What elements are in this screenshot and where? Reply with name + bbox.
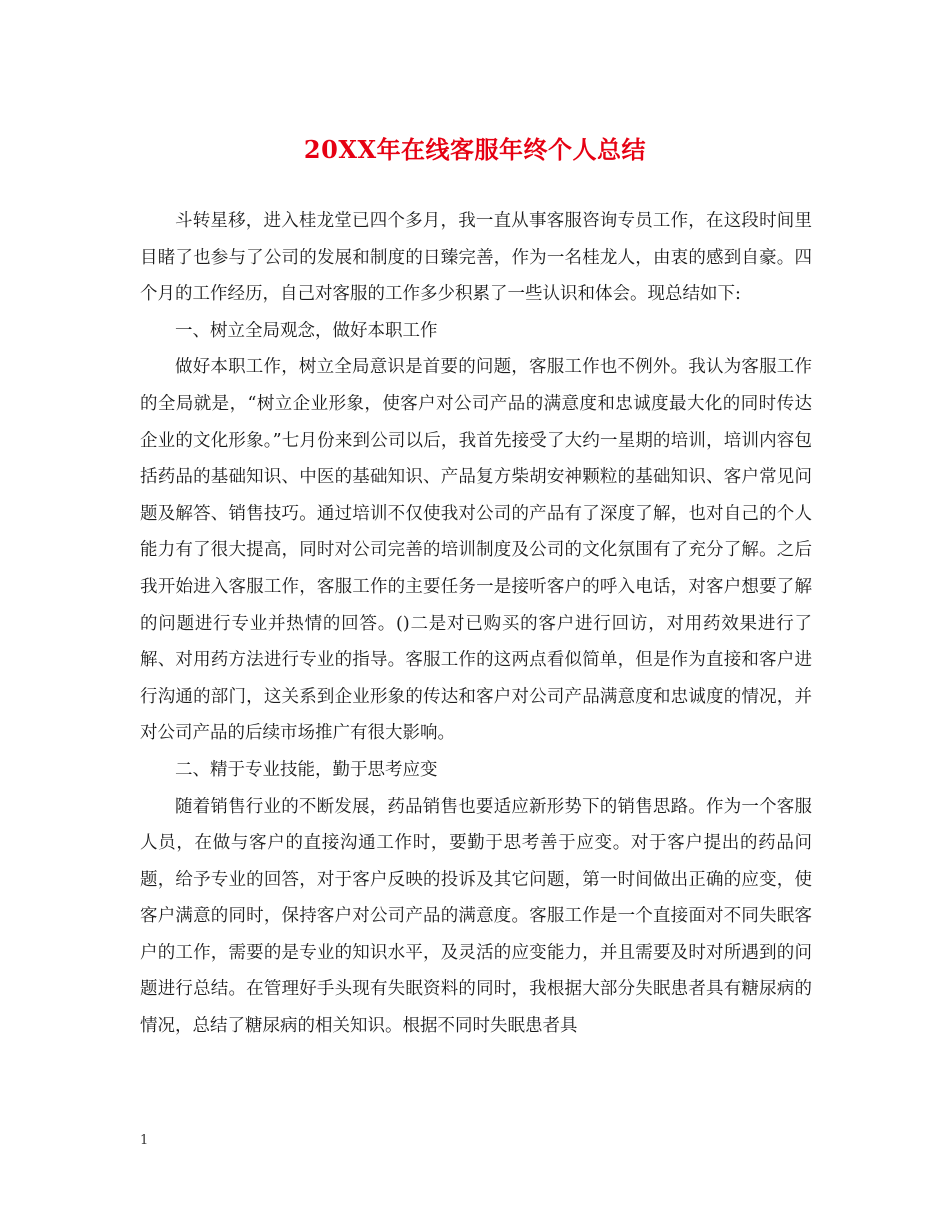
section-2-paragraph: 随着销售行业的不断发展，药品销售也要适应新形势下的销售思路。作为一个客服人员，在做与客户的直接沟通工作时，要勤于思考善于应变。对于客户提出的药品问题，给予专业的回答，对于客户反映的投诉及其它问题，第一时间做出正确的应变，使客户满意的同时，保持客户对公司产品的满意度。客服工作是一个直接面对不同失眠客户的工作，需要的是专业的知识水平，及灵活的应变能力，并且需要及时对所遇到的问题进行总结。在管理好手头现有失眠资料的同时，我根据大部分失眠患者具有糖尿病的情况，总结了糖尿病的相关知识。根据不同时失眠患者具 [140,796,812,1037]
section-heading-2: 二、精于专业技能，勤于思考应变 [175,759,438,780]
document-body [140,203,812,1045]
document-title: 20XX年在线客服年终个人总结 [303,135,647,164]
section-1-paragraph: 做好本职工作，树立全局意识是首要的问题，客服工作也不例外。我认为客服工作的全局就是，“树立企业形象，使客户对公司产品的满意度和忠诚度最大化的同时传达企业的文化形象。”七月份来到公司以后，我首先接受了大约一星期的培训，培训内容包括药品的基础知识、中医的基础知识、产品复方柴胡安神颗粒的基础知识、客户常见问题及解答、销售技巧。通过培训不仅使我对公司的产品有了深度了解，也对自己的个人能力有了很大提高，同时对公司完善的培训制度及公司的文化氛围有了充分了解。之后我开始进入客服工作，客服工作的主要任务一是接听客户的呼入电话，对客户想要了解的问题进行专业并热情的回答。()二是对已购买的客户进行回访，对用药效果进行了解、对用药方法进行专业的指导。客服工作的这两点看似简单，但是作为直接和客户进行沟通的部门，这关系到企业形象的传达和客户对公司产品满意度和忠诚度的情况，并对公司产品的后续市场推广有很大影响。 [140,357,812,744]
page-number: 1 [140,1133,149,1148]
intro-paragraph: 斗转星移，进入桂龙堂已四个多月，我一直从事客服咨询专员工作，在这段时间里目睹了也参与了公司的发展和制度的日臻完善，作为一名桂龙人，由衷的感到自豪。四个月的工作经历，自己对客服的工作多少积累了一些认识和体会。现总结如下: [140,211,812,305]
section-heading-1: 一、树立全局观念，做好本职工作 [175,320,438,341]
